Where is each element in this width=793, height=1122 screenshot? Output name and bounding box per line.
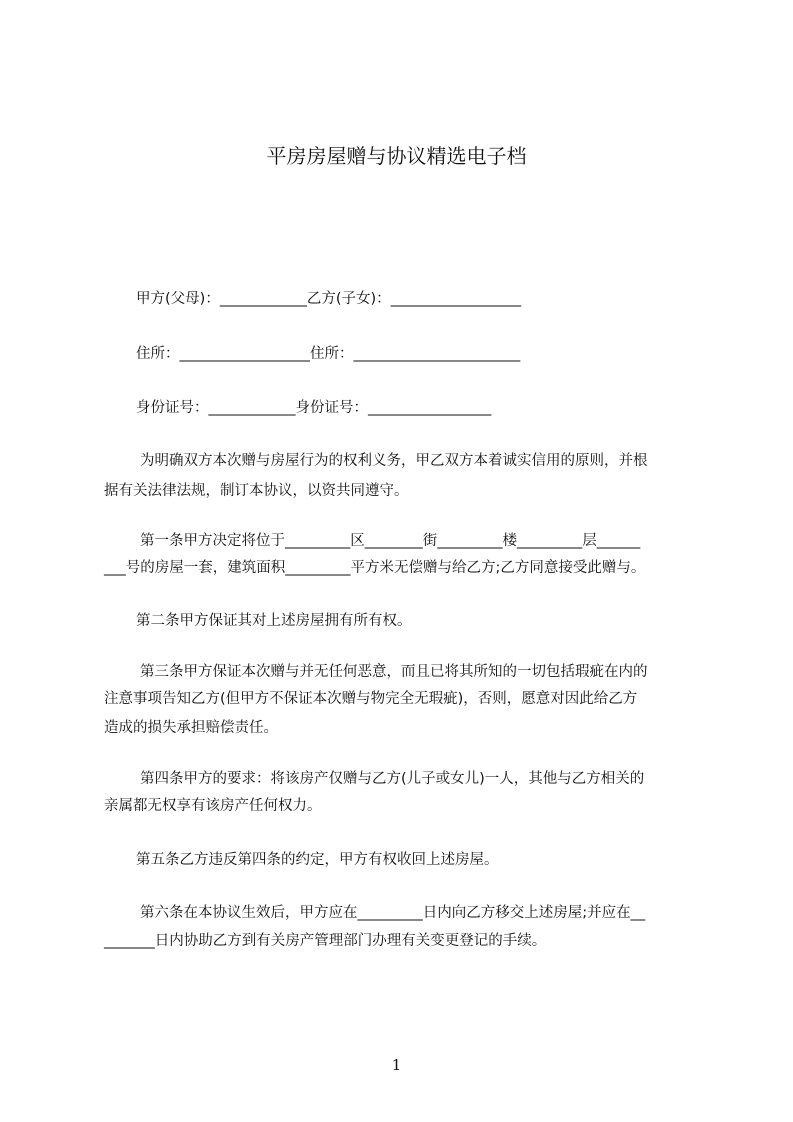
article-3-line-1: 第三条甲方保证本次赠与并无任何恶意，而且已将其所知的一切包括瑕疵在内的 [140, 664, 648, 680]
article-1-line-1: 第一条甲方决定将位于_________区________街_________楼_________层______ [140, 533, 641, 549]
article-3-line-2: 注意事项告知乙方(但甲方不保证本次赠与物完全无瑕疵)，否则，愿意对因此给乙方 [104, 691, 638, 707]
article-5-line-1: 第五条乙方违反第四条的约定，甲方有权收回上述房屋。 [136, 852, 499, 868]
document-title: 平房房屋赠与协议精选电子档 [266, 144, 527, 168]
party-field-line: 甲方(父母)：____________乙方(子女)：__________________ [136, 291, 522, 307]
article-6-line-2: _______日内协助乙方到有关房产管理部门办理有关变更登记的手续。 [104, 933, 547, 949]
article-1-line-2: ___号的房屋一套，建筑面积_________平方米无偿赠与给乙方;乙方同意接受此赠与。 [104, 560, 646, 576]
preamble-line-2: 据有关法律法规，制订本协议，以资共同遵守。 [104, 483, 409, 499]
article-2-line-1: 第二条甲方保证其对上述房屋拥有所有权。 [136, 613, 412, 629]
id-number-field-line: 身份证号：____________身份证号：_________________ [136, 400, 492, 416]
article-6-line-1: 第六条在本协议生效后，甲方应在_________日内向乙方移交上述房屋;并应在__ [140, 905, 646, 921]
article-4-line-2: 亲属都无权享有该房产任何权力。 [104, 798, 322, 814]
article-3-line-3: 造成的损失承担赔偿责任。 [104, 720, 278, 736]
page-number: 1 [391, 1056, 402, 1074]
article-4-line-1: 第四条甲方的要求：将该房产仅赠与乙方(儿子或女儿)一人，其他与乙方相关的 [140, 771, 645, 787]
preamble-line-1: 为明确双方本次赠与房屋行为的权利义务，甲乙双方本着诚实信用的原则，并根 [140, 453, 648, 469]
address-field-line: 住所：__________________住所：_______________________ [136, 346, 521, 362]
